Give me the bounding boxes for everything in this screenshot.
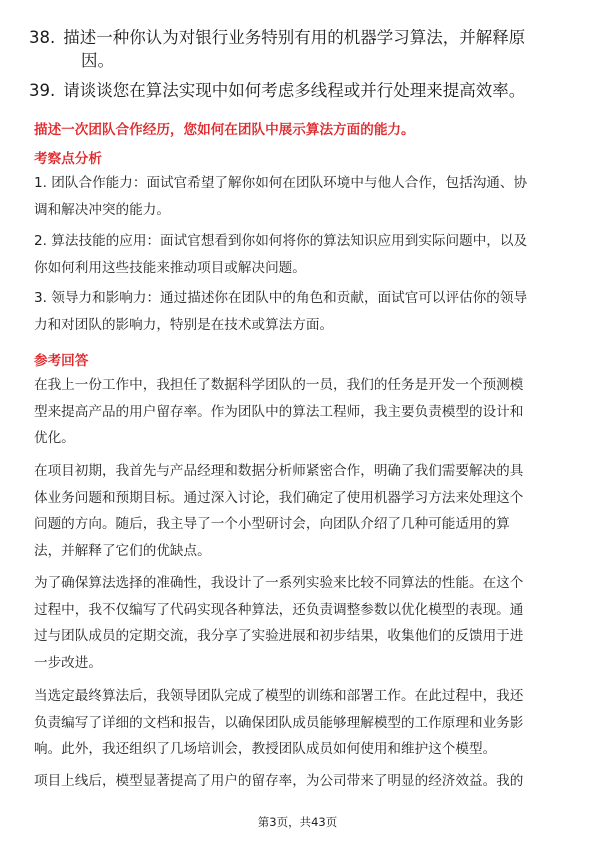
question-number: 39. <box>29 81 56 100</box>
question-39 <box>29 79 569 102</box>
answer-paragraph: 在项目初期，我首先与产品经理和数据分析师紧密合作，明确了我们需要解决的具 体业务问题和预期目标。通过深入讨论，我们确定了使用机器学习方法来处理这个 问题的方向。随后，我主导了一个小型研讨会，向团队介绍了几种可能适用的算 法，并解释了它们的优缺点。 <box>34 463 524 559</box>
analysis-point: 3. 领导力和影响力：通过描述你在团队中的角色和贡献，面试官可以评估你的领导 力和对团队的影响力，特别是在技术或算法方面。 <box>34 290 528 333</box>
question-38 <box>29 26 569 72</box>
question-text: 描述一种你认为对银行业务特别有用的机器学习算法，并解释原 <box>63 28 526 47</box>
analysis-point: 1. 团队合作能力：面试官希望了解你如何在团队环境中与他人合作，包括沟通、协 调和解决冲突的能力。 <box>34 175 528 218</box>
analysis-point: 2. 算法技能的应用：面试官想看到你如何将你的算法知识应用到实际问题中，以及 你如何利用这些技能来推动项目或解决问题。 <box>34 233 528 276</box>
answer-paragraph: 在我上一份工作中，我担任了数据科学团队的一员，我们的任务是开发一个预测模 型来提高产品的用户留存率。作为团队中的算法工程师，我主要负责模型的设计和 优化。 <box>34 377 524 446</box>
answer-paragraph: 为了确保算法选择的准确性，我设计了一系列实验来比较不同算法的性能。在这个 过程中，我不仅编写了代码实现各种算法，还负责调整参数以优化模型的表现。通 过与团队成员的定期交流，我分享了实验进展和初步结果，收集他们的反馈用于进 一步改进。 <box>34 575 524 671</box>
highlighted-question: 描述一次团队合作经历，您如何在团队中展示算法方面的能力。 <box>34 122 415 138</box>
answer-paragraph: 当选定最终算法后，我领导团队完成了模型的训练和部署工作。在此过程中，我还 负责编写了详细的文档和报告，以确保团队成员能够理解模型的工作原理和业务影 响。此外，我还组织了几场培训会，教授团队成员如何使用和维护这个模型。 <box>34 688 524 757</box>
analysis-heading: 考察点分析 <box>34 151 102 167</box>
answer-paragraph: 项目上线后，模型显著提高了用户的留存率，为公司带来了明显的经济效益。我的 <box>34 773 524 789</box>
question-text: 请谈谈您在算法实现中如何考虑多线程或并行处理来提高效率。 <box>63 81 526 100</box>
page-footer: 第3页，共43页 <box>257 815 338 829</box>
question-text-continued: 因。 <box>81 51 114 70</box>
question-number: 38. <box>29 28 56 47</box>
answer-heading: 参考回答 <box>34 353 89 369</box>
